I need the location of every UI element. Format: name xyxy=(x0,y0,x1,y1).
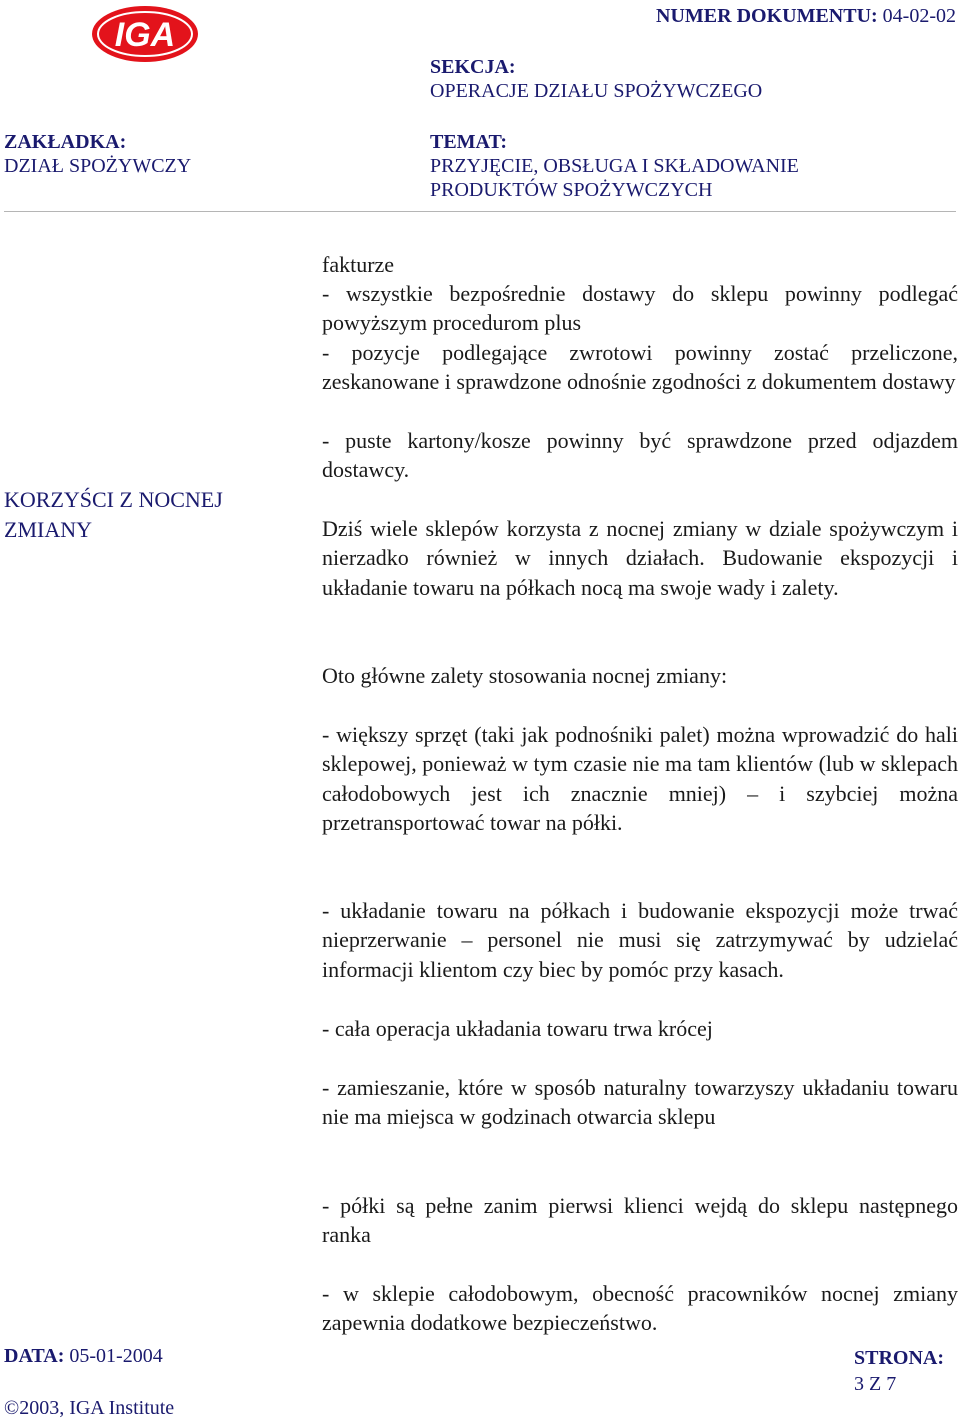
section-value: OPERACJE DZIAŁU SPOŻYWCZEGO xyxy=(430,80,763,102)
page-value: 3 Z 7 xyxy=(854,1373,897,1395)
topic-block xyxy=(430,130,799,202)
paragraph-invoice xyxy=(322,250,958,279)
iga-logo xyxy=(90,4,200,64)
page-label: STRONA: xyxy=(854,1347,945,1369)
sidebar-heading xyxy=(4,485,304,545)
paragraph-empty-cartons xyxy=(322,426,958,485)
tab-label: ZAKŁADKA: xyxy=(4,131,127,153)
paragraph-text: - wszystkie bezpośrednie dostawy do sklepu powinny podlegać powyższym procedurom plus xyxy=(322,281,958,336)
paragraph-no-disruption xyxy=(322,1073,958,1132)
section-block xyxy=(430,55,762,103)
topic-value-line1: PRZYJĘCIE, OBSŁUGA I SKŁADOWANIE xyxy=(430,155,799,177)
footer-date xyxy=(4,1345,163,1368)
footer-page xyxy=(854,1345,944,1397)
paragraph-text: - większy sprzęt (taki jak podnośniki palet) można wprowadzić do hali sklepowej, ponieważ w tym czasie nie ma tam klientów (lub w sklepach całodobowych jest ich znacznie mniej) – i szybciej można przetransportować towar na półki. xyxy=(322,722,958,836)
sidebar-heading-line1: KORZYŚCI Z NOCNEJ xyxy=(4,487,223,512)
header-divider xyxy=(4,211,956,212)
paragraph-night-shift-intro xyxy=(322,514,958,602)
paragraph-full-shelves xyxy=(322,1191,958,1250)
topic-value-line2: PRODUKTÓW SPOŻYWCZYCH xyxy=(430,179,713,201)
document-number xyxy=(656,5,956,28)
paragraph-direct-deliveries xyxy=(322,279,958,338)
tab-value: DZIAŁ SPOŻYWCZY xyxy=(4,155,192,177)
iga-logo-graphic xyxy=(90,4,200,64)
paragraph-text: - w sklepie całodobowym, obecność pracowników nocnej zmiany zapewnia dodatkowe bezpieczeństwo. xyxy=(322,1281,958,1336)
sidebar-heading-line2: ZMIANY xyxy=(4,517,92,542)
paragraph-text: - układanie towaru na półkach i budowanie ekspozycji może trwać nieprzerwanie – personel nie musi się zatrzymywać by udzielać informacji klientom czy biec by pomóc przy kasach. xyxy=(322,898,958,982)
document-number-value: 04-02-02 xyxy=(882,5,956,27)
document-number-label: NUMER DOKUMENTU: xyxy=(656,5,878,27)
date-value: 05-01-2004 xyxy=(69,1345,163,1367)
paragraph-uninterrupted xyxy=(322,896,958,984)
paragraph-equipment xyxy=(322,720,958,838)
paragraph-text: Oto główne zalety stosowania nocnej zmiany: xyxy=(322,663,728,688)
paragraph-text: - zamieszanie, które w sposób naturalny towarzyszy układaniu towaru nie ma miejsca w godzinach otwarcia sklepu xyxy=(322,1075,958,1130)
paragraph-text: Dziś wiele sklepów korzysta z nocnej zmiany w dziale spożywczym i nierzadko również w innych działach. Budowanie ekspozycji i układanie towaru na półkach nocą ma swoje wady i zalety. xyxy=(322,516,958,600)
paragraph-text: - cała operacja układania towaru trwa krócej xyxy=(322,1016,713,1041)
paragraph-text: - pozycje podlegające zwrotowi powinny zostać przeliczone, zeskanowane i sprawdzone odnośnie zgodności z dokumentem dostawy xyxy=(322,340,958,395)
paragraph-text: fakturze xyxy=(322,252,395,277)
paragraph-security xyxy=(322,1279,958,1338)
paragraph-text: - półki są pełne zanim pierwsi klienci wejdą do sklepu następnego ranka xyxy=(322,1193,958,1248)
paragraph-returns xyxy=(322,338,958,397)
paragraph-shorter-operation xyxy=(322,1014,958,1043)
logo-text: IGA xyxy=(114,16,176,54)
date-label: DATA: xyxy=(4,1345,65,1367)
section-label: SEKCJA: xyxy=(430,56,516,78)
topic-label: TEMAT: xyxy=(430,131,508,153)
paragraph-text: - puste kartony/kosze powinny być sprawdzone przed odjazdem dostawcy. xyxy=(322,428,958,483)
paragraph-advantages-heading xyxy=(322,661,958,690)
footer-copyright: ©2003, IGA Institute xyxy=(4,1397,175,1419)
tab-block xyxy=(4,130,191,178)
